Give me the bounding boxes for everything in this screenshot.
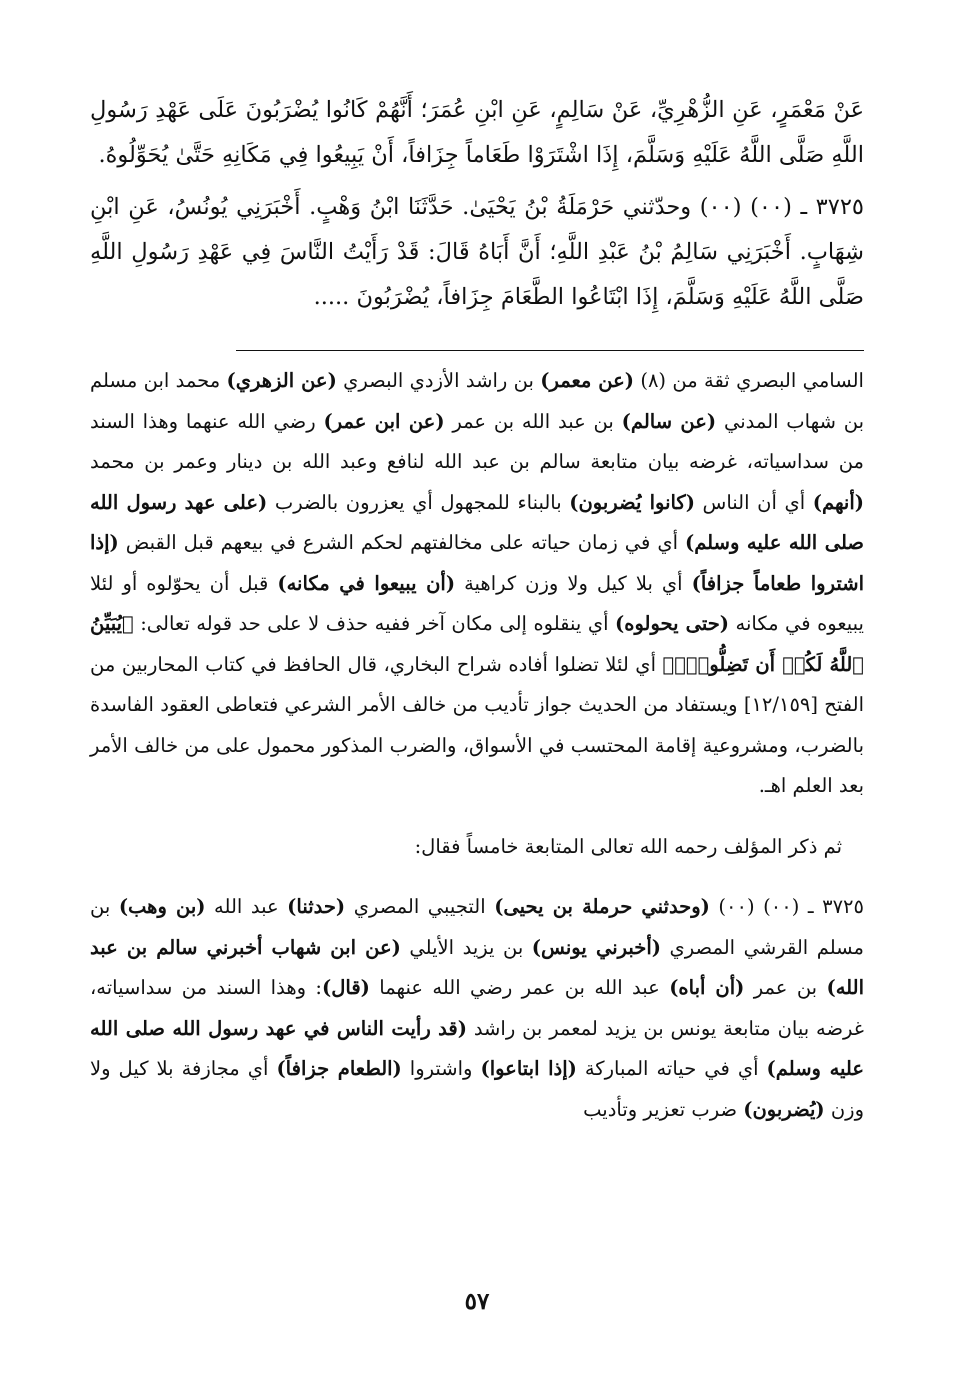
text: بالبناء للمجهول أي يعزرون بالضرب [267,490,570,514]
text: أي في زمان حياته على مخالفتهم لحكم الشرع في بيعهم قبل القبض [118,531,685,554]
footnote-divider [236,350,864,351]
bold-term: (قال) [321,976,370,999]
text: واشتروا [401,1057,481,1080]
quran-verse: ﴿يُبَيِّنُ ٱللَّهُ لَكُمۡ أَن تَضِلُّواْۗ﴾ [90,612,864,676]
bold-term: (أخبرني يونس) [531,935,661,959]
text: أي لئلا تضلوا أفاده شراح البخاري، قال الحافظ في كتاب المحاربين من الفتح [١٢/١٥٩] ويستفاد من الحديث جواز تأديب من خالف الأمر الشرعي فتعاطى العقود الفاسدة بالضرب، ومشروعية إقامة المحتسب في الأسواق، والضرب المذكور محمول على من خالف الأمر بعد العلم اهـ. [90,652,864,797]
bold-term: (وحدثني حرملة بن يحيى) [494,895,710,918]
text: بن عبد الله بن عمر [444,409,622,433]
text: عبد الله بن عمر رضي الله عنهما [369,976,670,999]
bold-term: (أنهم) [812,490,864,514]
bold-term: (الطعام جزافاً) [276,1057,402,1080]
bold-term: (بن وهب) [118,895,206,918]
bold-term: (حدثنا) [287,895,346,918]
bold-term: (عن ابن شهاب أخبرني سالم بن عبد الله) [90,935,864,999]
bold-term: (إذا ابتاعوا) [480,1057,577,1080]
text: ضرب تعزير وتأديب [583,1097,744,1121]
text: رضي الله عنهما وهذا السند من سداسياته، غرضه بيان متابعة سالم بن عبد الله لنافع وعبد الله بن دينار وعمر بن محمد [90,409,864,473]
bold-term: (يُضربون) [743,1097,825,1121]
text: بن راشد الأزدي البصري [336,369,541,392]
transition-line: ثم ذكر المؤلف رحمه الله تعالى المتابعة خامساً فقال: [414,834,842,858]
text: أي أن الناس [694,490,813,514]
bold-term: (عن ابن عمر) [323,409,445,433]
commentary-paragraph-1 [90,361,864,807]
text: محمد ابن مسلم بن شهاب المدني [90,369,864,433]
page-number: ٥٧ [464,1288,490,1315]
text: قبل أن يحوّلوه أو لئلا يبيعوه في مكانه [90,571,864,635]
bold-term: (على عهد رسول الله صلى الله عليه وسلم) [90,490,864,554]
text: ٣٧٢٥ ـ (٠٠) (٠٠) [709,895,865,918]
text: السامي البصري ثقة من (٨) [633,369,864,392]
text: : وهذا السند من سداسياته، غرضه بيان متابعة يونس بن يزيد لمعمر بن راشد [90,976,864,1040]
text: أي بلا كيل ولا وزن كراهية [455,571,692,595]
bold-term: (عن معمر) [540,369,634,392]
bold-term: (أن أباه) [669,976,745,999]
text: بن مسلم القرشي المصري [90,895,865,959]
text: بن عمر [744,976,827,999]
commentary-paragraph-2 [90,887,864,1130]
bold-term: (كانوا يُضربون) [569,490,695,514]
page [90,88,864,1130]
text: التجيبي المصري [345,895,495,918]
text: أي ينقلوه إلى مكان آخر ففيه حذف لا على حد قوله تعالى: [133,612,615,635]
bold-term: (عن الزهري) [226,369,337,392]
hadith-paragraph-1: عَنْ مَعْمَرٍ، عَنِ الزُّهْرِيِّ، عَنْ سَالِمٍ، عَنِ ابْنِ عُمَرَ؛ أَنَّهُمْ كَانُوا يُضْرَبُونَ عَلَى عَهْدِ رَسُولِ اللَّهِ صَلَّى اللَّهُ عَلَيْهِ وَسَلَّمَ، إِذَا اشْتَرَوْا طَعَاماً جِزَافاً، أَنْ يَبِيعُوا فِي مَكَانِهِ حَتَّىٰ يُحَوِّلُوهُ. [90,97,864,168]
commentary [90,361,864,1130]
hadith-paragraph-2: ٣٧٢٥ ـ (٠٠) (٠٠) وحدّثني حَرْمَلَةُ بْنُ يَحْيَىٰ. حَدَّثَنَا ابْنُ وَهْبٍ. أَخْبَرَنِي يُونُسُ، عَنِ ابْنِ شِهَابٍ. أَخْبَرَنِي سَالِمُ بْنُ عَبْدِ اللَّهِ؛ أَنَّ أَبَاهُ قَالَ: قَدْ رَأَيْتُ النَّاسَ فِي عَهْدِ رَسُولِ اللَّهِ صَلَّى اللَّهُ عَلَيْهِ وَسَلَّمَ، إِذَا ابْتَاعُوا الطَّعَامَ جِزَافاً، يُضْرَبُونَ ..... [90,194,864,310]
text: بن يزيد الأيلي [400,935,532,959]
text: عبد الله [205,895,288,918]
hadith-text [90,88,864,320]
bold-term: (قد رأيت الناس في عهد رسول الله صلى الله عليه وسلم) [90,1016,864,1080]
bold-term: (إذا اشتروا طعاماً جزافاً) [90,531,865,595]
text: أي في حياته المباركة [576,1057,767,1080]
text: أي مجازفة بلا كيل ولا وزن [90,1057,864,1121]
bold-term: (حتى يحولوه) [615,612,730,635]
bold-term: (عن سالم) [621,409,717,433]
bold-term: (أن يبيعوا في مكانه) [277,571,456,595]
